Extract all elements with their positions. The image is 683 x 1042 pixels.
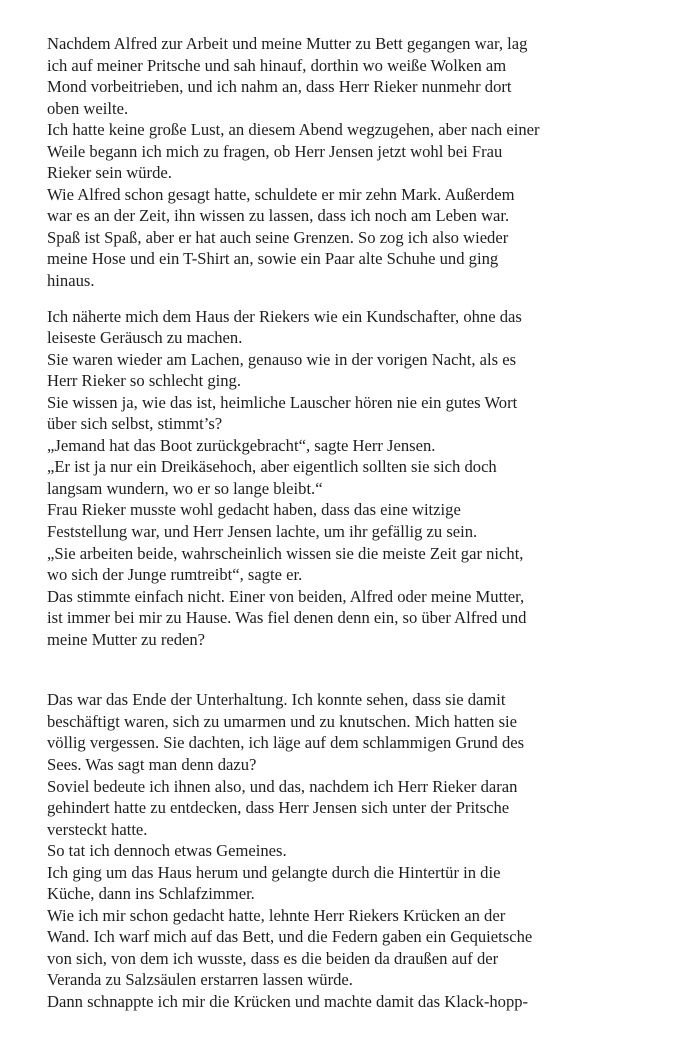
text-line: Ich näherte mich dem Haus der Riekers wie ein Kundschafter, ohne das bbox=[47, 306, 522, 326]
text-line: Mond vorbeitrieben, und ich nahm an, dass Herr Rieker nunmehr dort bbox=[47, 77, 512, 97]
paragraph bbox=[47, 689, 653, 775]
text-line: beschäftigt waren, sich zu umarmen und zu knutschen. Mich hatten sie bbox=[47, 711, 518, 731]
text-line: Herr Rieker so schlecht ging. bbox=[47, 371, 241, 391]
text-line: wo sich der Junge rumtreibt“, sagte er. bbox=[47, 565, 303, 585]
paragraph bbox=[47, 586, 653, 651]
text-line: oben weilte. bbox=[47, 98, 129, 118]
paragraph bbox=[47, 119, 653, 184]
text-line: Soviel bedeute ich ihnen also, und das, nachdem ich Herr Rieker daran bbox=[47, 776, 518, 796]
text-line: leiseste Geräusch zu machen. bbox=[47, 328, 243, 348]
text-line: Sie wissen ja, wie das ist, heimliche Lauscher hören nie ein gutes Wort bbox=[47, 392, 518, 412]
text-line: Spaß ist Spaß, aber er hat auch seine Grenzen. So zog ich also wieder bbox=[47, 227, 509, 247]
text-line: langsam wundern, wo er so lange bleibt.“ bbox=[47, 478, 323, 498]
paragraph bbox=[47, 905, 653, 991]
text-line: Weile begann ich mich zu fragen, ob Herr Jensen jetzt wohl bei Frau bbox=[47, 141, 503, 161]
text-line: Das war das Ende der Unterhaltung. Ich konnte sehen, dass sie damit bbox=[47, 690, 506, 710]
text-line: Wie ich mir schon gedacht hatte, lehnte Herr Riekers Krücken an der bbox=[47, 905, 506, 925]
text-line: Wand. Ich warf mich auf das Bett, und die Federn gaben ein Gequietsche bbox=[47, 927, 533, 947]
text-line: von sich, von dem ich wusste, dass es die beiden da draußen auf der bbox=[47, 948, 499, 968]
text-line: über sich selbst, stimmt’s? bbox=[47, 414, 223, 434]
text-line: völlig vergessen. Sie dachten, ich läge auf dem schlammigen Grund des bbox=[47, 733, 525, 753]
text-line: gehindert hatte zu entdecken, dass Herr Jensen sich unter der Pritsche bbox=[47, 798, 510, 818]
text-line: Sees. Was sagt man denn dazu? bbox=[47, 754, 257, 774]
paragraph bbox=[47, 349, 653, 392]
text-line: hinaus. bbox=[47, 271, 95, 291]
text-line: „Sie arbeiten beide, wahrscheinlich wissen sie die meiste Zeit gar nicht, bbox=[47, 543, 524, 563]
text-line: Feststellung war, und Herr Jensen lachte, um ihr gefällig zu sein. bbox=[47, 522, 478, 542]
paragraph bbox=[47, 543, 653, 586]
paragraph bbox=[47, 392, 653, 435]
paragraph bbox=[47, 862, 653, 905]
text-line: Nachdem Alfred zur Arbeit und meine Mutter zu Bett gegangen war, lag bbox=[47, 34, 528, 53]
paragraph bbox=[47, 776, 653, 841]
text-line: ist immer bei mir zu Hause. Was fiel denen denn ein, so über Alfred und bbox=[47, 608, 527, 628]
text-line: Dann schnappte ich mir die Krücken und machte damit das Klack-hopp- bbox=[47, 991, 529, 1011]
text-line: versteckt hatte. bbox=[47, 819, 148, 839]
paragraph bbox=[47, 184, 653, 292]
text-line: meine Mutter zu reden? bbox=[47, 629, 206, 649]
text-line: Sie waren wieder am Lachen, genauso wie in der vorigen Nacht, als es bbox=[47, 349, 517, 369]
document-body bbox=[47, 33, 653, 1013]
text-line: So tat ich dennoch etwas Gemeines. bbox=[47, 841, 287, 861]
paragraph bbox=[47, 33, 653, 119]
text-line: meine Hose und ein T-Shirt an, sowie ein Paar alte Schuhe und ging bbox=[47, 249, 499, 269]
paragraph-spacer bbox=[47, 650, 653, 689]
text-line: „Er ist ja nur ein Dreikäsehoch, aber eigentlich sollten sie sich doch bbox=[47, 457, 497, 477]
paragraph bbox=[47, 840, 653, 862]
text-line: Wie Alfred schon gesagt hatte, schuldete er mir zehn Mark. Außerdem bbox=[47, 184, 515, 204]
text-line: Ich ging um das Haus herum und gelangte durch die Hintertür in die bbox=[47, 862, 501, 882]
text-line: ich auf meiner Pritsche und sah hinauf, dorthin wo weiße Wolken am bbox=[47, 55, 507, 75]
paragraph bbox=[47, 991, 653, 1013]
text-line: Frau Rieker musste wohl gedacht haben, dass das eine witzige bbox=[47, 500, 461, 520]
paragraph bbox=[47, 306, 653, 349]
text-line: war es an der Zeit, ihn wissen zu lassen, dass ich noch am Leben war. bbox=[47, 206, 510, 226]
text-line: „Jemand hat das Boot zurückgebracht“, sagte Herr Jensen. bbox=[47, 435, 436, 455]
paragraph-spacer bbox=[47, 292, 653, 306]
text-line: Veranda zu Salzsäulen erstarren lassen würde. bbox=[47, 970, 353, 990]
paragraph bbox=[47, 456, 653, 499]
text-line: Rieker sein würde. bbox=[47, 163, 172, 183]
paragraph bbox=[47, 499, 653, 542]
text-line: Das stimmte einfach nicht. Einer von beiden, Alfred oder meine Mutter, bbox=[47, 586, 525, 606]
text-line: Küche, dann ins Schlafzimmer. bbox=[47, 884, 255, 904]
paragraph bbox=[47, 435, 653, 457]
text-line: Ich hatte keine große Lust, an diesem Abend wegzugehen, aber nach einer bbox=[47, 120, 540, 140]
